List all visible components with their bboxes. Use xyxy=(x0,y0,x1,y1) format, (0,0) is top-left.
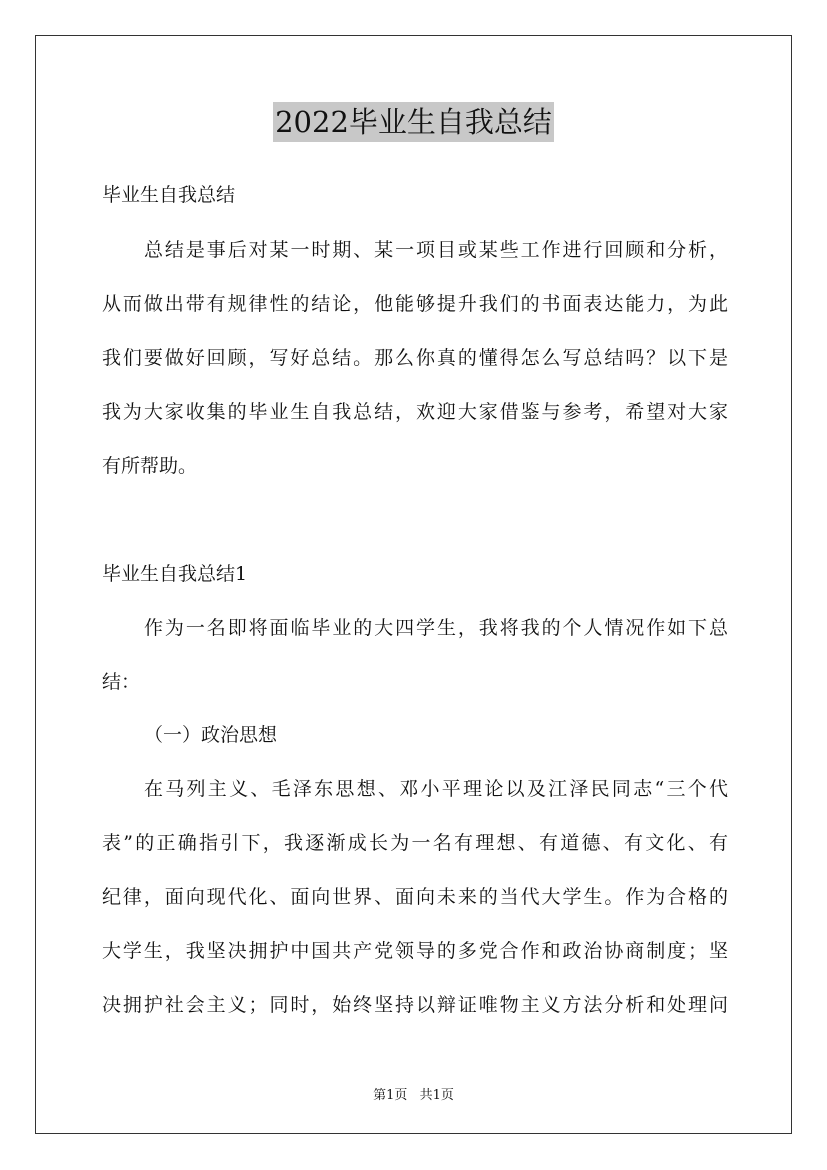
intro-line-1: 总结是事后对某一时期、某一项目或某些工作进行回顾和分析， xyxy=(144,239,728,261)
para2-line-5: 决拥护社会主义；同时，始终坚持以辩证唯物主义方法分析和处理问 xyxy=(102,994,728,1016)
title-container xyxy=(0,102,827,142)
politics-heading: （一）政治思想 xyxy=(144,724,278,746)
page-number: 第1页 xyxy=(373,1088,408,1103)
intro-line-5: 有所帮助。 xyxy=(102,455,198,477)
intro-line-3: 我们要做好回顾，写好总结。那么你真的懂得怎么写总结吗？以下是 xyxy=(102,347,728,369)
intro-line-2: 从而做出带有规律性的结论，他能够提升我们的书面表达能力，为此 xyxy=(102,293,728,315)
page-footer xyxy=(0,1084,827,1103)
para2-line-4: 大学生，我坚决拥护中国共产党领导的多党合作和政治协商制度；坚 xyxy=(102,940,728,962)
para2-line-2: 表”的正确指引下，我逐渐成长为一名有理想、有道德、有文化、有 xyxy=(102,832,728,854)
para2-line-3: 纪律，面向现代化、面向世界、面向未来的当代大学生。作为合格的 xyxy=(102,886,728,908)
intro-line-4: 我为大家收集的毕业生自我总结，欢迎大家借鉴与参考，希望对大家 xyxy=(102,401,728,423)
document-title: 2022毕业生自我总结 xyxy=(273,102,554,142)
para1-line-2: 结： xyxy=(102,671,141,693)
page-total: 共1页 xyxy=(419,1088,454,1103)
section-heading: 毕业生自我总结 xyxy=(102,184,236,206)
para1-line-1: 作为一名即将面临毕业的大四学生，我将我的个人情况作如下总 xyxy=(144,617,728,639)
subsection-heading: 毕业生自我总结1 xyxy=(102,563,248,585)
para2-line-1: 在马列主义、毛泽东思想、邓小平理论以及江泽民同志“三个代 xyxy=(144,778,728,800)
